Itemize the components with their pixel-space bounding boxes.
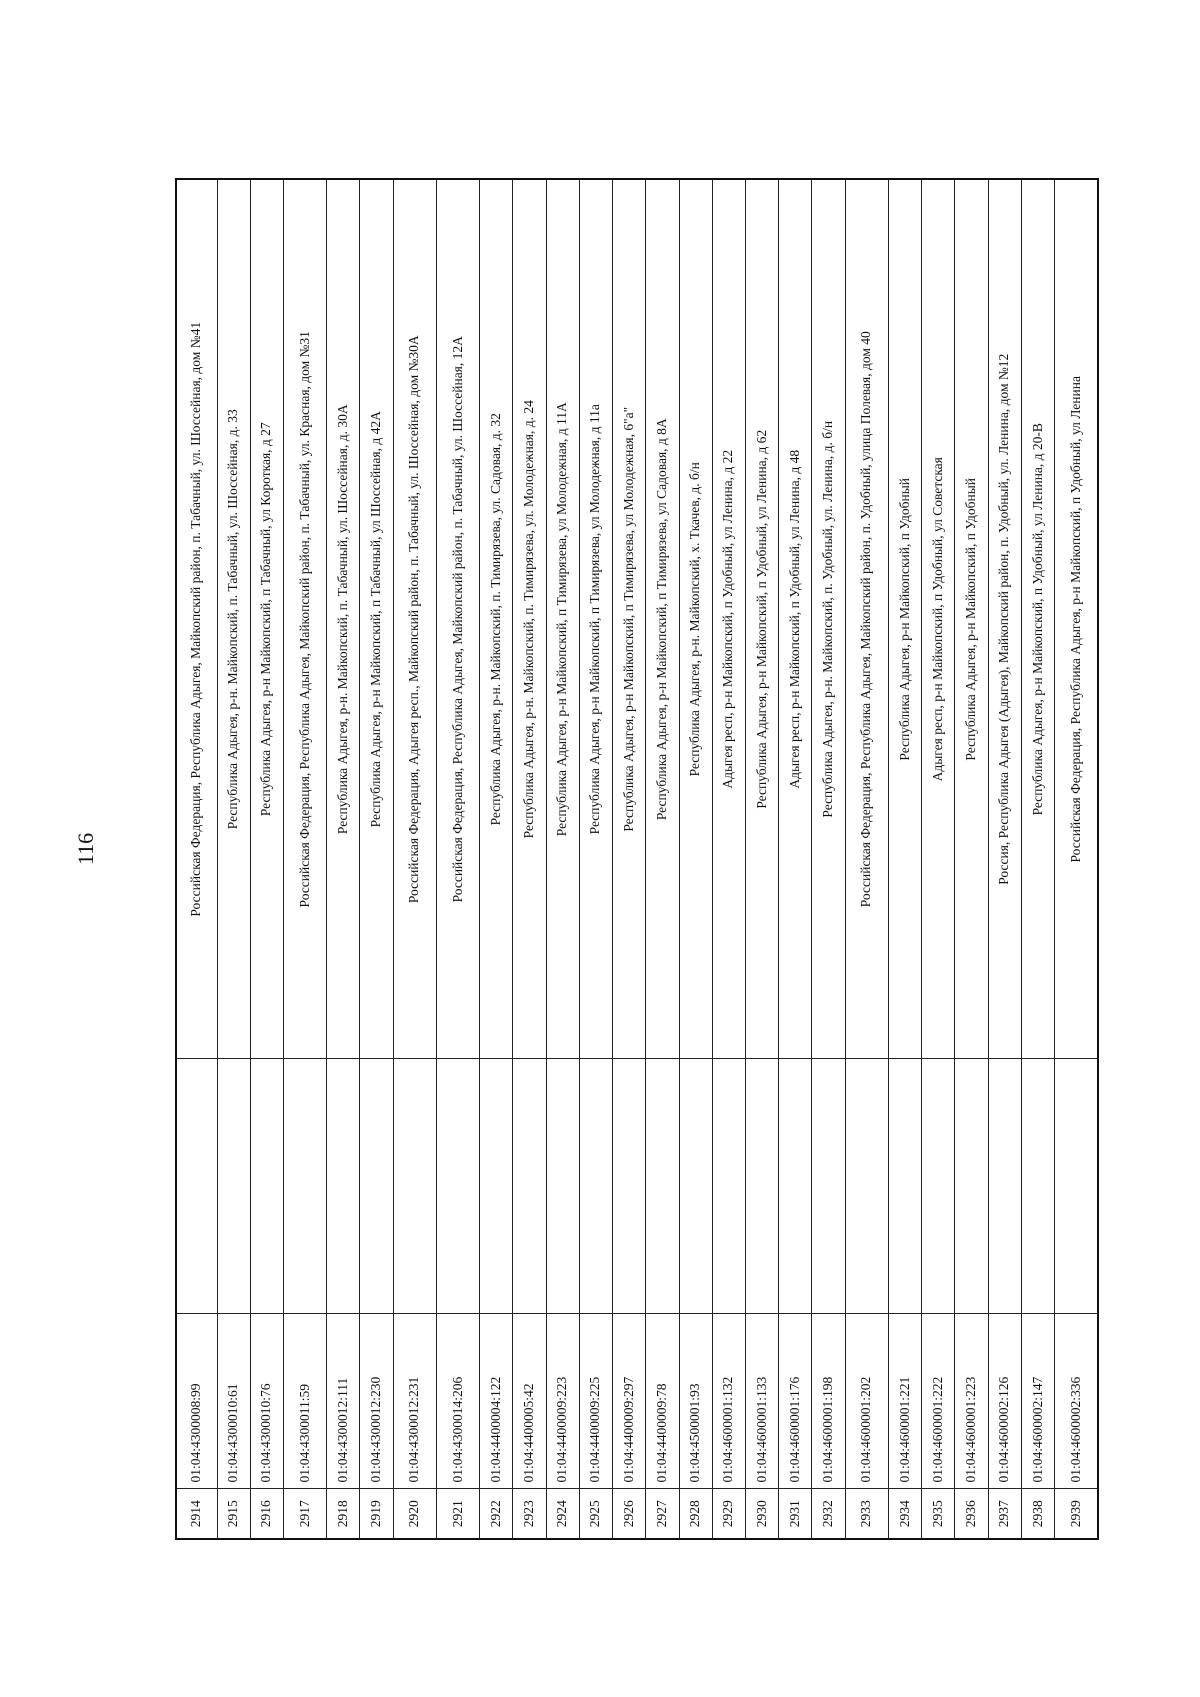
extra-cell [779, 1059, 812, 1314]
row-number-cell: 2915 [217, 1489, 250, 1539]
table-row [613, 179, 646, 1539]
extra-cell [888, 1059, 921, 1314]
table-row [250, 179, 283, 1539]
address-cell: Адыгея респ, р-н Майкопский, п Удобный, ул Ленина, д 48 [779, 179, 812, 1059]
cadastral-number-cell: 01:04:4400009:225 [579, 1314, 612, 1489]
extra-cell [955, 1059, 988, 1314]
row-number-cell: 2933 [845, 1489, 888, 1539]
address-cell: Республика Адыгея, р-н. Майкопский, п. Табачный, ул. Шоссейная, д. 30А [327, 179, 360, 1059]
extra-cell [712, 1059, 745, 1314]
table-row [1055, 179, 1098, 1539]
table-row [513, 179, 546, 1539]
extra-cell [845, 1059, 888, 1314]
row-number-cell: 2923 [513, 1489, 546, 1539]
row-number-cell: 2927 [646, 1489, 679, 1539]
extra-cell [812, 1059, 845, 1314]
address-cell: Республика Адыгея, р-н Майкопский, п Тимирязева, ул Молодежная, 6"а" [613, 179, 646, 1059]
row-number-cell: 2916 [250, 1489, 283, 1539]
address-cell: Республика Адыгея, р-н. Майкопский, п. Удобный, ул. Ленина, д. б/н [812, 179, 845, 1059]
extra-cell [546, 1059, 579, 1314]
row-number-cell: 2938 [1021, 1489, 1054, 1539]
address-cell: Республика Адыгея, р-н. Майкопский, п. Тимирязева, ул. Молодежная, д. 24 [513, 179, 546, 1059]
extra-cell [613, 1059, 646, 1314]
extra-cell [436, 1059, 479, 1314]
table-row [480, 179, 513, 1539]
row-number-cell: 2937 [988, 1489, 1021, 1539]
cadastral-number-cell: 01:04:4600001:198 [812, 1314, 845, 1489]
table-row [845, 179, 888, 1539]
cadastral-number-cell: 01:04:4600001:202 [845, 1314, 888, 1489]
cadastral-number-cell: 01:04:4400009:297 [613, 1314, 646, 1489]
table-row [1021, 179, 1054, 1539]
cadastral-number-cell: 01:04:4600001:132 [712, 1314, 745, 1489]
row-number-cell: 2914 [176, 1489, 217, 1539]
cadastral-number-cell: 01:04:4600002:147 [1021, 1314, 1054, 1489]
cadastral-number-cell: 01:04:4600001:133 [745, 1314, 778, 1489]
address-cell: Республика Адыгея, р-н Майкопский, п Удобный [888, 179, 921, 1059]
cadastral-number-cell: 01:04:4300010:61 [217, 1314, 250, 1489]
extra-cell [480, 1059, 513, 1314]
row-number-cell: 2925 [579, 1489, 612, 1539]
address-cell: Республика Адыгея, р-н Майкопский, п Табачный, ул Короткая, д 27 [250, 179, 283, 1059]
row-number-cell: 2934 [888, 1489, 921, 1539]
address-cell: Россия, Республика Адыгея (Адыгея), Майкопский район, п. Удобный, ул. Ленина, дом №12 [988, 179, 1021, 1059]
extra-cell [1021, 1059, 1054, 1314]
table-row [922, 179, 955, 1539]
extra-cell [745, 1059, 778, 1314]
extra-cell [250, 1059, 283, 1314]
table-row [679, 179, 712, 1539]
address-cell: Республика Адыгея, р-н Майкопский, п Тимирязева, ул Садовая, д 8А [646, 179, 679, 1059]
cadastral-number-cell: 01:04:4400009:78 [646, 1314, 679, 1489]
cadastral-number-cell: 01:04:4300012:230 [360, 1314, 393, 1489]
row-number-cell: 2921 [436, 1489, 479, 1539]
row-number-cell: 2920 [393, 1489, 436, 1539]
table-row [579, 179, 612, 1539]
row-number-cell: 2930 [745, 1489, 778, 1539]
cadastral-number-cell: 01:04:4400009:223 [546, 1314, 579, 1489]
registry-table [175, 178, 1099, 1540]
address-cell: Республика Адыгея, р-н Майкопский, п Удобный, ул Ленина, д 62 [745, 179, 778, 1059]
row-number-cell: 2932 [812, 1489, 845, 1539]
cadastral-number-cell: 01:04:4600001:222 [922, 1314, 955, 1489]
table-row [327, 179, 360, 1539]
row-number-cell: 2939 [1055, 1489, 1098, 1539]
extra-cell [513, 1059, 546, 1314]
table-row [436, 179, 479, 1539]
table-row [646, 179, 679, 1539]
cadastral-number-cell: 01:04:4500001:93 [679, 1314, 712, 1489]
table-row [712, 179, 745, 1539]
address-cell: Адыгея респ, р-н Майкопский, п Удобный, ул Советская [922, 179, 955, 1059]
extra-cell [1055, 1059, 1098, 1314]
address-cell: Республика Адыгея, р-н. Майкопский, п. Табачный, ул. Шоссейная, д. 33 [217, 179, 250, 1059]
address-cell: Российская Федерация, Республика Адыгея, Майкопский район, п. Удобный, улица Полевая, дом 40 [845, 179, 888, 1059]
extra-cell [579, 1059, 612, 1314]
table-row [779, 179, 812, 1539]
address-cell: Адыгея респ, р-н Майкопский, п Удобный, ул Ленина, д 22 [712, 179, 745, 1059]
extra-cell [988, 1059, 1021, 1314]
extra-cell [393, 1059, 436, 1314]
row-number-cell: 2931 [779, 1489, 812, 1539]
row-number-cell: 2919 [360, 1489, 393, 1539]
row-number-cell: 2917 [283, 1489, 326, 1539]
address-cell: Российская Федерация, Республика Адыгея, Майкопский район, п. Табачный, ул. Шоссейная, дом №41 [176, 179, 217, 1059]
address-cell: Российская Федерация, Республика Адыгея, р-н Майкопский, п Удобный, ул Ленина [1055, 179, 1098, 1059]
row-number-cell: 2936 [955, 1489, 988, 1539]
row-number-cell: 2928 [679, 1489, 712, 1539]
cadastral-number-cell: 01:04:4300011:59 [283, 1314, 326, 1489]
cadastral-number-cell: 01:04:4300014:206 [436, 1314, 479, 1489]
table-row [812, 179, 845, 1539]
table-row [393, 179, 436, 1539]
address-cell: Республика Адыгея, р-н Майкопский, п Табачный, ул Шоссейная, д 42А [360, 179, 393, 1059]
table-row [955, 179, 988, 1539]
table-row [176, 179, 217, 1539]
table-container [175, 180, 1099, 1540]
table-row [745, 179, 778, 1539]
extra-cell [360, 1059, 393, 1314]
address-cell: Российская Федерация, Адыгея респ., Майкопский район, п. Табачный, ул. Шоссейная, дом №30А [393, 179, 436, 1059]
address-cell: Республика Адыгея, р-н Майкопский, п Тимирязева, ул Молодежная, д 11А [546, 179, 579, 1059]
cadastral-number-cell: 01:04:4300010:76 [250, 1314, 283, 1489]
address-cell: Республика Адыгея, р-н Майкопский, п Удобный, ул Ленина, д 20-В [1021, 179, 1054, 1059]
cadastral-number-cell: 01:04:4300012:231 [393, 1314, 436, 1489]
table-row [360, 179, 393, 1539]
extra-cell [327, 1059, 360, 1314]
extra-cell [217, 1059, 250, 1314]
extra-cell [679, 1059, 712, 1314]
cadastral-number-cell: 01:04:4300012:111 [327, 1314, 360, 1489]
cadastral-number-cell: 01:04:4600001:223 [955, 1314, 988, 1489]
row-number-cell: 2935 [922, 1489, 955, 1539]
table-row [988, 179, 1021, 1539]
cadastral-number-cell: 01:04:4400005:42 [513, 1314, 546, 1489]
extra-cell [922, 1059, 955, 1314]
row-number-cell: 2929 [712, 1489, 745, 1539]
extra-cell [176, 1059, 217, 1314]
address-cell: Республика Адыгея, р-н. Майкопский, п. Тимирязева, ул. Садовая, д. 32 [480, 179, 513, 1059]
extra-cell [283, 1059, 326, 1314]
table-row [888, 179, 921, 1539]
address-cell: Российская Федерация, Республика Адыгея, Майкопский район, п. Табачный, ул. Шоссейная, 12А [436, 179, 479, 1059]
address-cell: Российская Федерация, Республика Адыгея, Майкопский район, п. Табачный, ул. Красная, дом №31 [283, 179, 326, 1059]
cadastral-number-cell: 01:04:4600001:176 [779, 1314, 812, 1489]
address-cell: Республика Адыгея, р-н Майкопский, п Удобный [955, 179, 988, 1059]
row-number-cell: 2918 [327, 1489, 360, 1539]
extra-cell [646, 1059, 679, 1314]
registry-rows [176, 179, 1098, 1539]
table-row [217, 179, 250, 1539]
cadastral-number-cell: 01:04:4300008:99 [176, 1314, 217, 1489]
table-row [283, 179, 326, 1539]
cadastral-number-cell: 01:04:4400004:122 [480, 1314, 513, 1489]
cadastral-number-cell: 01:04:4600002:336 [1055, 1314, 1098, 1489]
cadastral-number-cell: 01:04:4600002:126 [988, 1314, 1021, 1489]
table-row [546, 179, 579, 1539]
row-number-cell: 2926 [613, 1489, 646, 1539]
row-number-cell: 2924 [546, 1489, 579, 1539]
row-number-cell: 2922 [480, 1489, 513, 1539]
cadastral-number-cell: 01:04:4600001:221 [888, 1314, 921, 1489]
address-cell: Республика Адыгея, р-н. Майкопский, х. Ткачев, д. б/н [679, 179, 712, 1059]
address-cell: Республика Адыгея, р-н Майкопский, п Тимирязева, ул Молодежная, д 11а [579, 179, 612, 1059]
page-number: 116 [73, 832, 98, 866]
